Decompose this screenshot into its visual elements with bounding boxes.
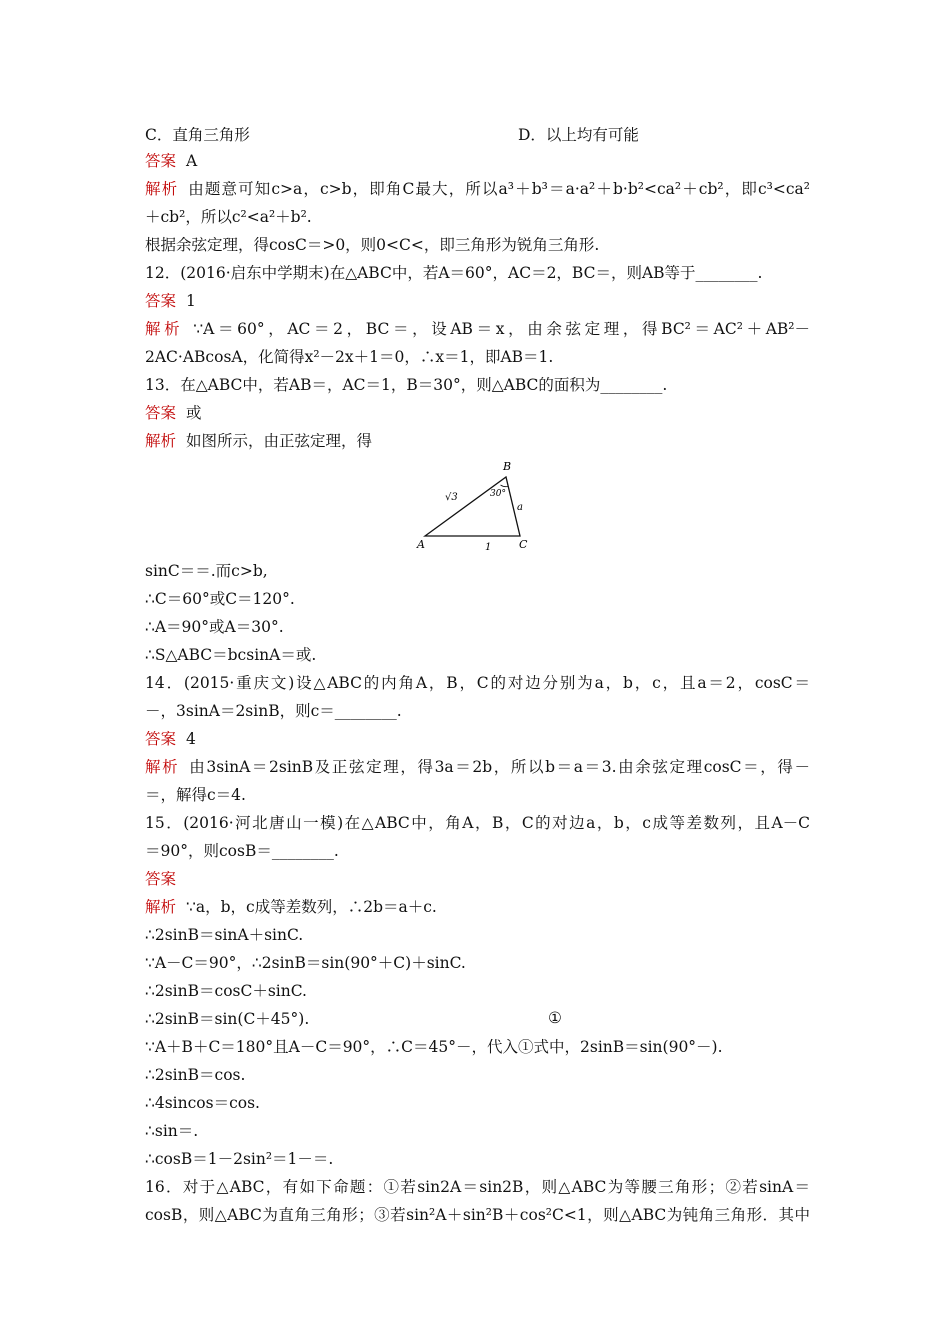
q15-analysis-cont: ∴sin＝. xyxy=(145,1122,199,1140)
angle-b-label: 30° xyxy=(490,489,506,499)
q13-analysis-cont: sinC＝＝.而c>b, xyxy=(145,562,268,580)
q11-analysis: 解析 由题意可知c>a，c>b，即角C最大，所以a³＋b³＝a·a²＋b·b²<ca²＋cb²，即c³<ca² xyxy=(145,180,810,198)
q15-analysis-cont: ∵A＋B＋C＝180°且A－C＝90°，∴C＝45°－，代入①式中，2sinB＝sin(90°－). xyxy=(145,1038,723,1056)
q13-analysis: 解析 如图所示，由正弦定理，得 xyxy=(145,432,373,450)
q13-answer: 答案 或 xyxy=(145,404,202,422)
q14-analysis: 解析 由3sinA＝2sinB及正弦定理，得3a＝2b，所以b＝a＝3.由余弦定理cosC＝，得－ xyxy=(145,758,810,776)
answer-label: 答案 xyxy=(145,152,177,170)
answer-label: 答案 xyxy=(145,870,177,888)
angle-arc xyxy=(501,485,509,487)
q12-analysis-cont: 2AC·ABcosA，化简得x²－2x＋1＝0，∴x＝1，即AB＝1. xyxy=(145,348,554,366)
q15-stem: 15．(2016·河北唐山一模)在△ABC中，角A，B，C的对边a，b，c成等差数列，且A－C xyxy=(145,814,810,832)
q14-stem: 14．(2015·重庆文)设△ABC的内角A，B，C的对边分别为a，b，c，且a＝2，cosC＝ xyxy=(145,674,810,692)
q13-analysis-cont: ∴C＝60°或C＝120°. xyxy=(145,590,295,608)
answer-label: 答案 xyxy=(145,292,177,310)
equation-marker: ① xyxy=(548,1009,562,1027)
q13-analysis-cont: ∴A＝90°或A＝30°. xyxy=(145,618,284,636)
analysis-label: 解析 xyxy=(145,898,177,916)
q15-analysis-cont: ∴2sinB＝cos. xyxy=(145,1066,246,1084)
q14-stem-cont: －，3sinA＝2sinB，则c＝________. xyxy=(145,702,402,720)
q15-analysis-cont: ∴2sinB＝sinA＋sinC. xyxy=(145,926,304,944)
q13-analysis-cont: ∴S△ABC＝bcsinA＝或. xyxy=(145,646,317,664)
analysis-label: 解析 xyxy=(145,758,180,776)
side-ac-label: 1 xyxy=(485,542,492,553)
q11-analysis-cont: 根据余弦定理，得cosC＝>0，则0<C<，即三角形为锐角三角形. xyxy=(145,236,600,254)
answer-label: 答案 xyxy=(145,730,177,748)
q15-answer xyxy=(145,869,810,889)
q15-analysis-cont: ∴2sinB＝cosC＋sinC. xyxy=(145,982,307,1000)
q16-stem-cont: cosB，则△ABC为直角三角形；③若sin²A＋sin²B＋cos²C<1，则△ABC为钝角三角形．其中 xyxy=(145,1206,810,1224)
q15-analysis-cont: ∴cosB＝1－2sin²＝1－＝. xyxy=(145,1150,334,1168)
answer-label: 答案 xyxy=(145,404,177,422)
q15-stem-cont: ＝90°，则cosB＝________. xyxy=(145,842,339,860)
analysis-label: 解析 xyxy=(145,180,179,198)
q15-analysis-cont: ∴4sincos＝cos. xyxy=(145,1094,260,1112)
q14-analysis-cont: ＝，解得c＝4. xyxy=(145,786,246,804)
q11-answer: 答案 A xyxy=(145,152,198,170)
analysis-label: 解析 xyxy=(145,432,177,450)
triangle-abc xyxy=(425,477,520,536)
q14-answer: 答案 4 xyxy=(145,730,196,748)
q15-analysis: 解析 ∵a，b，c成等差数列，∴2b＝a＋c. xyxy=(145,898,437,916)
q12-analysis: 解析 ∵A＝60°，AC＝2，BC＝，设AB＝x，由余弦定理，得BC²＝AC²＋AB²－ xyxy=(145,320,810,338)
q15-analysis-cont: ∴2sinB＝sin(C＋45°). xyxy=(145,1010,310,1028)
q16-stem: 16．对于△ABC，有如下命题：①若sin2A＝sin2B，则△ABC为等腰三角形；②若sinA＝ xyxy=(145,1178,810,1196)
side-ab-label: √3 xyxy=(445,492,458,503)
analysis-label: 解析 xyxy=(145,320,184,338)
side-bc-label: a xyxy=(517,502,523,513)
q12-answer: 答案 1 xyxy=(145,292,196,310)
option-d: D．以上均有可能 xyxy=(518,126,639,144)
option-c: C．直角三角形 xyxy=(145,126,250,144)
vertex-b-label: B xyxy=(503,460,512,473)
vertex-c-label: C xyxy=(519,538,528,551)
q12-stem: 12．(2016·启东中学期末)在△ABC中，若A＝60°，AC＝2，BC＝，则AB等于________. xyxy=(145,264,763,282)
q15-analysis-cont: ∵A－C＝90°，∴2sinB＝sin(90°＋C)＋sinC. xyxy=(145,954,466,972)
triangle-figure xyxy=(415,456,540,556)
vertex-a-label: A xyxy=(417,538,425,551)
q13-stem: 13．在△ABC中，若AB＝，AC＝1，B＝30°，则△ABC的面积为________. xyxy=(145,376,668,394)
q11-analysis-cont: ＋cb²，所以c²<a²＋b². xyxy=(145,208,312,226)
